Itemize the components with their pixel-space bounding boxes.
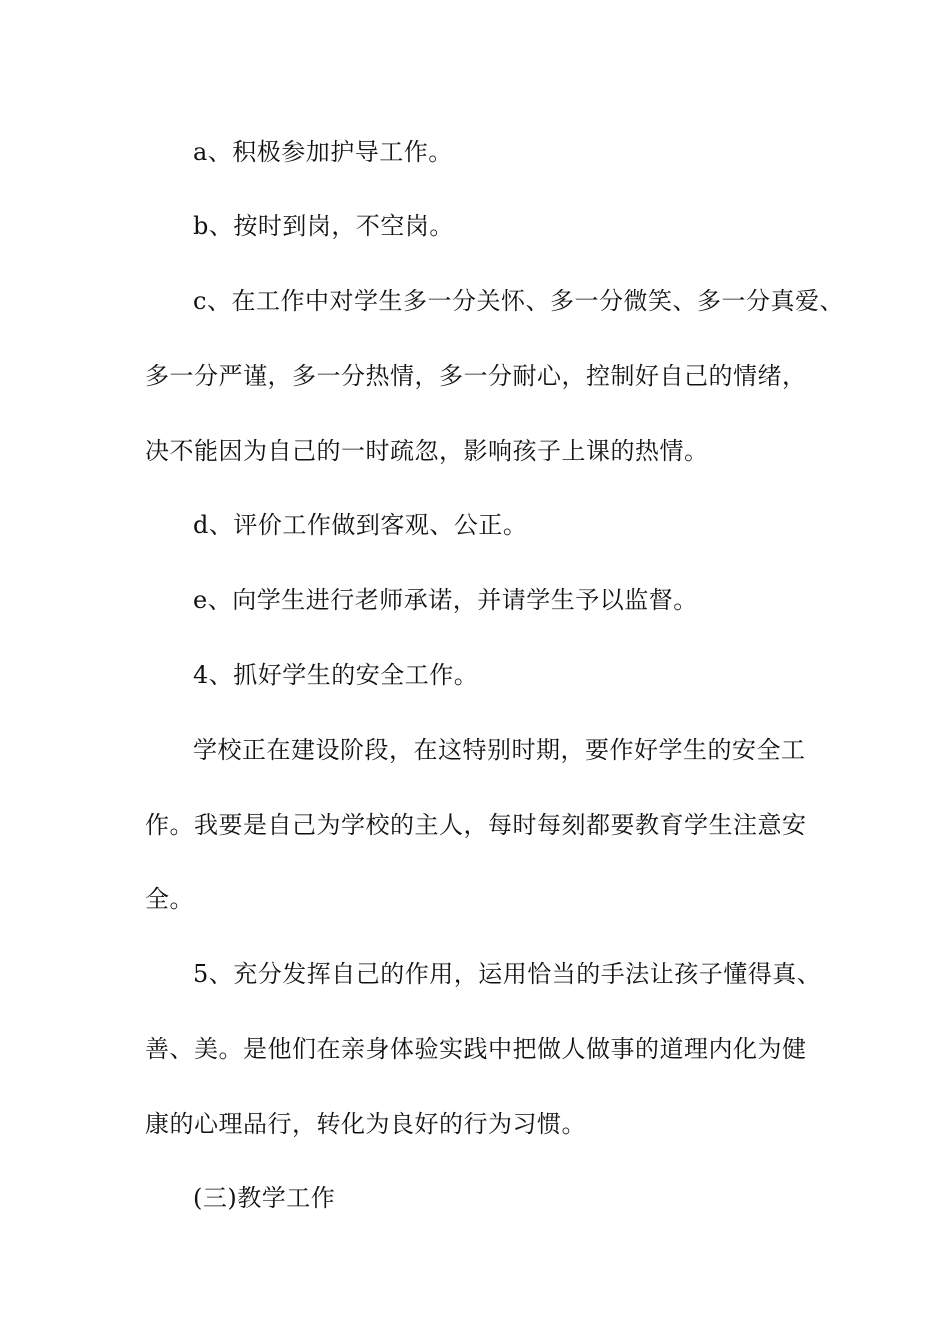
text-line-b: b、按时到岗，不空岗。 <box>193 212 454 240</box>
section-heading-teaching: (三)教学工作 <box>193 1184 336 1212</box>
text-line-item-4: 4、抓好学生的安全工作。 <box>193 661 479 689</box>
text-line-item-5-3: 康的心理品行，转化为良好的行为习惯。 <box>145 1110 586 1138</box>
text-line-a: a、积极参加护导工作。 <box>193 138 453 166</box>
text-line-c-1: c、在工作中对学生多一分关怀、多一分微笑、多一分真爱、 <box>193 287 844 315</box>
text-line-item-5-2: 善、美。是他们在亲身体验实践中把做人做事的道理内化为健 <box>145 1035 807 1063</box>
text-line-safety-2: 作。我要是自己为学校的主人，每时每刻都要教育学生注意安 <box>145 811 807 839</box>
text-line-safety-1: 学校正在建设阶段，在这特别时期，要作好学生的安全工 <box>193 736 806 764</box>
text-line-d: d、评价工作做到客观、公正。 <box>193 511 528 539</box>
text-line-e: e、向学生进行老师承诺，并请学生予以监督。 <box>193 586 698 614</box>
text-line-c-3: 决不能因为自己的一时疏忽，影响孩子上课的热情。 <box>145 437 709 465</box>
text-line-safety-3: 全。 <box>145 885 194 913</box>
text-line-item-5-1: 5、充分发挥自己的作用，运用恰当的手法让孩子懂得真、 <box>193 960 822 988</box>
text-line-c-2: 多一分严谨，多一分热情，多一分耐心，控制好自己的情绪， <box>145 362 807 390</box>
